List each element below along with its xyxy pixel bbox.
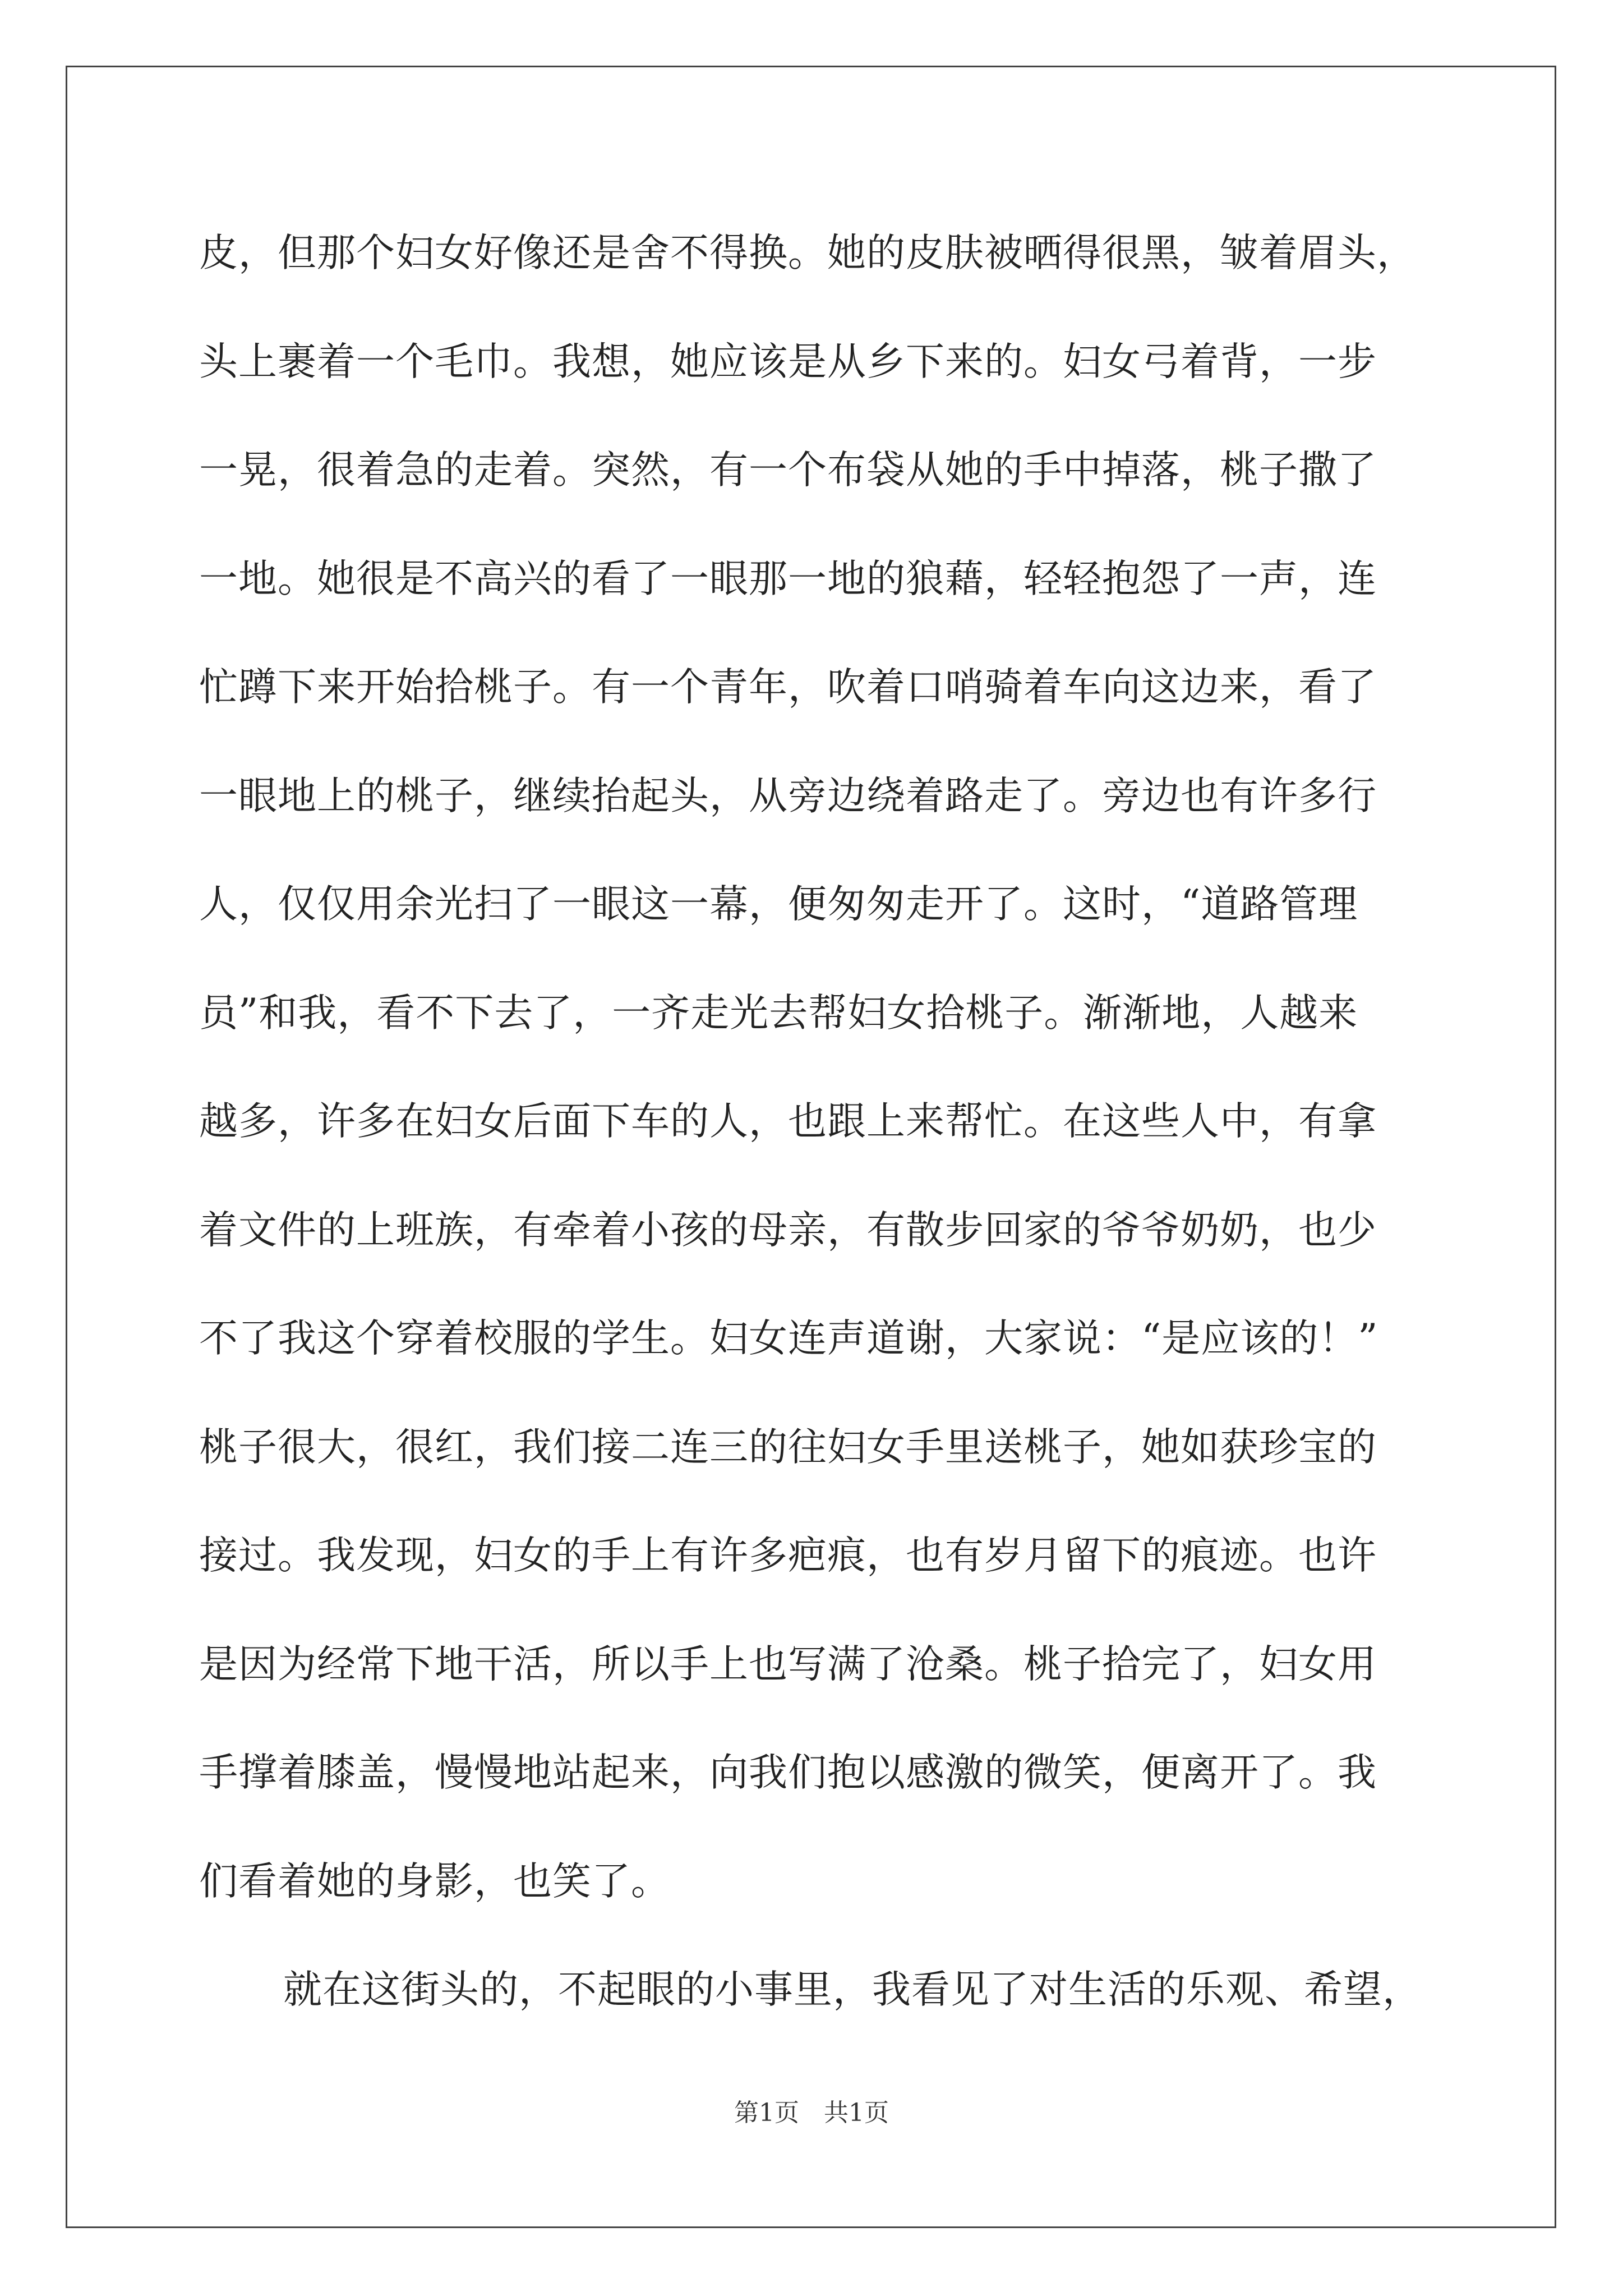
text-line: 是因为经常下地干活，所以手上也写满了沧桑。桃子拾完了，妇女用 [199,1641,1377,1687]
text-line: 一地。她很是不高兴的看了一眼那一地的狼藉，轻轻抱怨了一声，连 [199,556,1377,601]
document-body [199,199,1433,2045]
text-line: 越多，许多在妇女后面下车的人，也跟上来帮忙。在这些人中，有拿 [199,1099,1377,1144]
paragraph-first-line: 就在这街头的，不起眼的小事里，我看见了对生活的乐观、希望， [283,1967,1422,2012]
text-line: 头上裹着一个毛巾。我想，她应该是从乡下来的。妇女弓着背，一步 [199,339,1377,384]
text-line: 忙蹲下来开始拾桃子。有一个青年，吹着口哨骑着车向这边来，看了 [199,665,1377,710]
text-line: 接过。我发现，妇女的手上有许多疤痕，也有岁月留下的痕迹。也许 [199,1533,1377,1578]
text-line: 一眼地上的桃子，继续抬起头，从旁边绕着路走了。旁边也有许多行 [199,773,1377,818]
text-line: 不了我这个穿着校服的学生。妇女连声道谢，大家说：“是应该的！” [199,1316,1378,1361]
text-line: 皮，但那个妇女好像还是舍不得换。她的皮肤被晒得很黑，皱着眉头， [199,231,1416,275]
text-line: 们看着她的身影，也笑了。 [199,1858,670,1904]
text-line: 一晃，很着急的走着。突然，有一个布袋从她的手中掉落，桃子撒了 [199,448,1377,493]
text-line: 着文件的上班族，有牵着小孩的母亲，有散步回家的爷爷奶奶，也少 [199,1207,1377,1253]
page-number: 第1页 共1页 [734,2099,889,2127]
text-line: 员”和我，看不下去了，一齐走光去帮妇女拾桃子。渐渐地，人越来 [199,990,1358,1036]
text-line: 手撑着膝盖，慢慢地站起来，向我们抱以感激的微笑，便离开了。我 [199,1750,1377,1795]
text-line: 人，仅仅用余光扫了一眼这一幕，便匆匆走开了。这时，“道路管理 [199,882,1358,927]
text-line: 桃子很大，很红，我们接二连三的往妇女手里送桃子，她如获珍宝的 [199,1424,1377,1470]
